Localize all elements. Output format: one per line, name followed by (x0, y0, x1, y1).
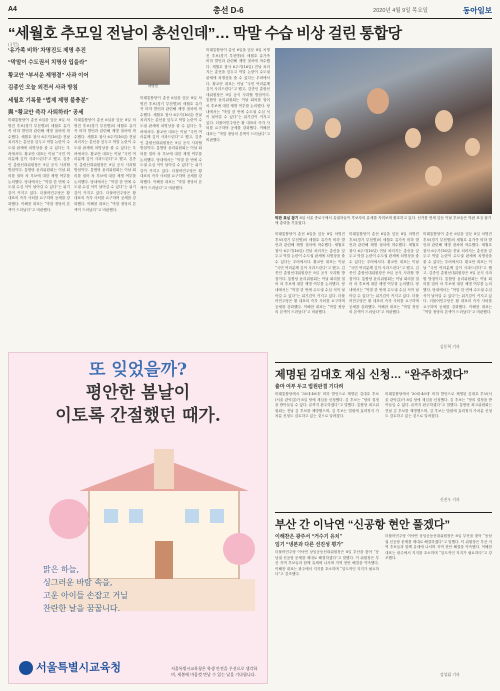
article-column: 미래통합당이 총선 6일을 앞둔 8일 차명진 후보(경기 부천병)의 세월호 유가족 비하 발언과 관련해 제명 절차에 착수했다. 세월호 참사 6주기(16일) 전날 치러지는 총선을 앞두고 막말 논란이 수도권 판세에 치명상을 줄 수 있다는 우려에서다. 황교안 대표는 이날 “국민 여러분께 깊이 사과드린다”고 했고, 김종인 총괄선대위원장은 9일 공식 사과할 방침이다. 통합당 윤리위원회는 이날 회의를 열어 차 후보에 대한 제명 여부를 논의했다. 당내에서는 “막말 한 번에 수도권 수십 석이 날아갈 수 있다”는 위기감이 커지고 있다. 더불어민주당은 황 대표의 즉각 사퇴를 요구하며 공세를 강화했다. 이해찬 대표는 “막말 정당의 본색이 드러났다”고 비판했다. (423, 232, 492, 315)
article-column: 미래통합당이 총선 6일을 앞둔 8일 차명진 후보(경기 부천병)의 세월호 유가족 비하 발언과 관련해 제명 절차에 착수했다. 세월호 참사 6주기(16일) 전날 치러지는 총선을 앞두고 막말 논란이 수도권 판세에 치명상을 줄 수 있다는 우려에서다. 황교안 대표는 이날 “국민 여러분께 깊이 사과드린다”고 했고, 김종인 총괄선대위원장은 9일 공식 사과할 방침이다. 통합당 윤리위원회는 이날 회의를 열어 차 후보에 대한 제명 여부를 논의했다. 당내에서는 “막말 한 번에 수도권 수십 석이 날아갈 수 있다”는 위기감이 커지고 있다. 더불어민주당은 황 대표의 즉각 사퇴를 요구하며 공세를 강화했다. 이해찬 대표는 “막말 정당의 본색이 드러났다”고 비판했다. (206, 48, 270, 142)
article3-subhead: 이해찬은 광주서 “거수기 유치” (275, 534, 343, 540)
article-column: 미래통합당이 총선 6일을 앞둔 8일 차명진 후보(경기 부천병)의 세월호 유가족 비하 발언과 관련해 제명 절차에 착수했다. 세월호 참사 6주기(16일) 전날 치러지는 총선을 앞두고 막말 논란이 수도권 판세에 치명상을 줄 수 있다는 우려에서다. 황교안 대표는 이날 “국민 여러분께 깊이 사과드린다”고 했고, 김종인 총괄선대위원장은 9일 공식 사과할 방침이다. 통합당 윤리위원회는 이날 회의를 열어 차 후보에 대한 제명 여부를 논의했다. 당내에서는 “막말 한 번에 수도권 수십 석이 날아갈 수 있다”는 위기감이 커지고 있다. 더불어민주당은 황 대표의 즉각 사퇴를 요구하며 공세를 강화했다. 이해찬 대표는 “막말 정당의 본색이 드러났다”고 비판했다. (74, 118, 136, 212)
article-column: 미래통합당이 총선 6일을 앞둔 8일 차명진 후보(경기 부천병)의 세월호 유가족 비하 발언과 관련해 제명 절차에 착수했다. 세월호 참사 6주기(16일) 전날 치러지는 총선을 앞두고 막말 논란이 수도권 판세에 치명상을 줄 수 있다는 우려에서다. 황교안 대표는 이날 “국민 여러분께 깊이 사과드린다”고 했고, 김종인 총괄선대위원장은 9일 공식 사과할 방침이다. 통합당 윤리위원회는 이날 회의를 열어 차 후보에 대한 제명 여부를 논의했다. 당내에서는 “막말 한 번에 수도권 수십 석이 날아갈 수 있다”는 위기감이 커지고 있다. 더불어민주당은 황 대표의 즉각 사퇴를 요구하며 공세를 강화했다. 이해찬 대표는 “막말 정당의 본색이 드러났다”고 비판했다. (275, 232, 345, 315)
ad-hand-line: 고운 아이들 손잡고 거닐 (43, 591, 128, 600)
deck-line: 김종인 오늘 외전서 사과 방침 (8, 85, 78, 92)
ad-copy (9, 359, 267, 428)
issue-date: 2020년 4월 9일 목요일 (373, 8, 428, 14)
deck-line: ‘유가족 비하’ 차명진도 제명 추진 (8, 48, 86, 54)
portrait-photo (138, 47, 170, 85)
article-deck (8, 48, 136, 123)
article3-subhead: 임기 “냉본과 다른 선진성 평가” (275, 542, 344, 548)
ad-handwriting (43, 563, 163, 615)
article-column: 미래통합당이 총선 6일을 앞둔 8일 차명진 후보(경기 부천병)의 세월호 유가족 비하 발언과 관련해 제명 절차에 착수했다. 세월호 참사 6주기(16일) 전날 치러지는 총선을 앞두고 막말 논란이 수도권 판세에 치명상을 줄 수 있다는 우려에서다. 황교안 대표는 이날 “국민 여러분께 깊이 사과드린다”고 했고, 김종인 총괄선대위원장은 9일 공식 사과할 방침이다. 통합당 윤리위원회는 이날 회의를 열어 차 후보에 대한 제명 여부를 논의했다. 당내에서는 “막말 한 번에 수도권 수십 석이 날아갈 수 있다”는 위기감이 커지고 있다. 더불어민주당은 황 대표의 즉각 사퇴를 요구하며 공세를 강화했다. 이해찬 대표는 “막말 정당의 본색이 드러났다”고 비판했다. (8, 118, 70, 212)
ad-hand-line: 맑은 하늘, (43, 565, 79, 574)
deck-line: 與 “황교안 즉각 사퇴하라” 공세 (8, 110, 84, 117)
byline: 신진우 기자 (440, 497, 460, 502)
byline: 강성휘 기자 (440, 672, 460, 677)
page-header (8, 4, 492, 19)
article-column: 미래통합당에서 ‘30대·40대’ 비하 발언으로 제명된 김대호 후보(서울 관악갑)가 8일 당에 재심을 신청했다. 김 후보는 “당의 결정을 받아들일 수 없다. 끝까지 완주하겠다”고 말했다. 통합당 최고위원회는 전날 김 후보를 제명했으며, 김 후보는 법원에 효력정지 가처분 신청도 검토하고 있는 것으로 알려졌다. (385, 392, 492, 419)
article2-subhead: 출마 여부 두고 법원판결 기다려 (275, 384, 344, 390)
article-column: 더불어민주당 이낙연 상임공동선대위원장은 8일 부산을 찾아 “동남권 신공항 문제를 제대로 해결하겠다”고 말했다. 이 위원장은 부산 지역 후보들과 함께 유세에 나서며 지역 현안 해결을 약속했다. 이해찬 대표는 광주에서 지지를 호소하며 “압도적인 지지가 필요하다”고 강조했다. (275, 550, 379, 577)
deck-line: 황교안 “부서운 제명결” 사과 이어 (8, 72, 89, 79)
ad-hand-line: 찬란한 날을 꿈꿉니다. (43, 604, 121, 613)
photo-caption (275, 216, 492, 226)
section-title: 총선 D-6 (213, 6, 244, 15)
headline-tag: (1면) (8, 43, 19, 48)
article-column: 미래통합당이 총선 6일을 앞둔 8일 차명진 후보(경기 부천병)의 세월호 유가족 비하 발언과 관련해 제명 절차에 착수했다. 세월호 참사 6주기(16일) 전날 치러지는 총선을 앞두고 막말 논란이 수도권 판세에 치명상을 줄 수 있다는 우려에서다. 황교안 대표는 이날 “국민 여러분께 깊이 사과드린다”고 했고, 김종인 총괄선대위원장은 9일 공식 사과할 방침이다. 통합당 윤리위원회는 이날 회의를 열어 차 후보에 대한 제명 여부를 논의했다. 당내에서는 “막말 한 번에 수도권 수십 석이 날아갈 수 있다”는 위기감이 커지고 있다. 더불어민주당은 황 대표의 즉각 사퇴를 요구하며 공세를 강화했다. 이해찬 대표는 “막말 정당의 본색이 드러났다”고 비판했다. (140, 96, 202, 190)
main-headline: “세월호 추모일 전날이 총선인데”… 막말 수습 비상 걸린 통합당 (8, 25, 402, 42)
ad-brand (19, 659, 121, 675)
ad-line: 평안한 봄날이 (85, 383, 191, 403)
deck-line: 세월호 기록물 “법제 제명 불충분” (8, 97, 89, 104)
article-column: 미래통합당이 총선 6일을 앞둔 8일 차명진 후보(경기 부천병)의 세월호 유가족 비하 발언과 관련해 제명 절차에 착수했다. 세월호 참사 6주기(16일) 전날 치러지는 총선을 앞두고 막말 논란이 수도권 판세에 치명상을 줄 수 있다는 우려에서다. 황교안 대표는 이날 “국민 여러분께 깊이 사과드린다”고 했고, 김종인 총괄선대위원장은 9일 공식 사과할 방침이다. 통합당 윤리위원회는 이날 회의를 열어 차 후보에 대한 제명 여부를 논의했다. 당내에서는 “막말 한 번에 수도권 수십 석이 날아갈 수 있다”는 위기감이 커지고 있다. 더불어민주당은 황 대표의 즉각 사퇴를 요구하며 공세를 강화했다. 이해찬 대표는 “막말 정당의 본색이 드러났다”고 비판했다. (349, 232, 419, 315)
photo-caption-text: 8일 서울 종로구에서 유권자들이 후보자의 유세를 지켜보며 환호하고 있다. 선거를 엿새 앞둔 이날 후보들은 막판 표심 잡기에 총력을 기울였다. (275, 216, 492, 225)
article-column: 미래통합당에서 ‘30대·40대’ 비하 발언으로 제명된 김대호 후보(서울 관악갑)가 8일 당에 재심을 신청했다. 김 후보는 “당의 결정을 받아들일 수 없다. 끝까지 완주하겠다”고 말했다. 통합당 최고위원회는 전날 김 후보를 제명했으며, 김 후보는 법원에 효력정지 가처분 신청도 검토하고 있는 것으로 알려졌다. (275, 392, 379, 419)
article-column: 더불어민주당 이낙연 상임공동선대위원장은 8일 부산을 찾아 “동남권 신공항 문제를 제대로 해결하겠다”고 말했다. 이 위원장은 부산 지역 후보들과 함께 유세에 나서며 지역 현안 해결을 약속했다. 이해찬 대표는 광주에서 지지를 호소하며 “압도적인 지지가 필요하다”고 강조했다. (385, 534, 492, 561)
page-number: A4 (8, 6, 17, 13)
brand-logo-icon (19, 661, 33, 675)
ad-brand-name: 서울특별시교육청 (36, 661, 122, 674)
article3-headline: 부산 간 이낙연 “신공항 현안 풀겠다” (275, 512, 492, 532)
deck-line: “막말이 수도권서 치명상 입을라” (8, 60, 88, 67)
newspaper-logo: 동아일보 (463, 6, 492, 15)
photo-caption-title: 막판 표심 잡기 (275, 216, 299, 220)
ad-hand-line: 싱그러운 바람 속을, (43, 578, 113, 587)
ad-line: 이토록 간절했던 때가. (55, 406, 221, 426)
portrait-caption: 차명진 (147, 84, 159, 88)
ad-note: 서울특별시교육청은 학생 안전을 우선으로 생각하며, 새봄에 마음껏 만날 수 있는 날을 기다립니다. (171, 666, 258, 677)
ad-line: 또 잊었을까? (89, 360, 187, 380)
article2-headline: 제명된 김대호 재심 신청… “완주하겠다” (275, 362, 492, 382)
campaign-rally-photo (275, 48, 492, 214)
byline: 김동혁 기자 (440, 344, 460, 349)
advertisement (8, 352, 268, 684)
